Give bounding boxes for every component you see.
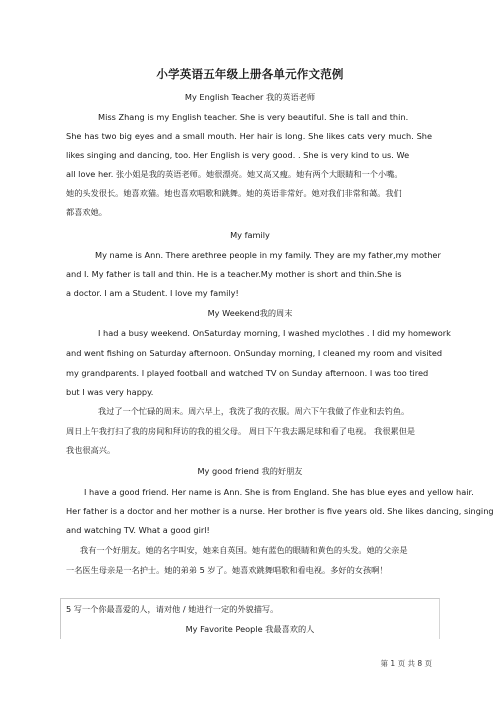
paragraph-line: and went fishing on Saturday afternoon. OnSunday morning, I cleaned my room and visited — [66, 348, 443, 358]
paragraph-line: 我也很高兴。 — [66, 445, 116, 455]
paragraph-line: Her father is a doctor and her mother is a nurse. Her brother is five years old. She likes dancing, singing — [66, 506, 494, 516]
paragraph-line: 都喜欢她。 — [66, 207, 107, 217]
section-heading-english-teacher: My English Teacher 我的英语老师 — [184, 92, 316, 102]
paragraph-line: and watching TV. What a good girl! — [66, 525, 210, 535]
paragraph-line: 她的头发很长。她喜欢猫。她也喜欢唱歌和跳舞。她的英语非常好。她对我们非常和蔼。我们 — [66, 188, 402, 198]
paragraph-line: My name is Ann. There arethree people in my family. They are my father,my mother — [95, 250, 441, 260]
paragraph-line: a doctor. I am a Student. I love my family! — [66, 288, 239, 298]
section-heading-my-good-friend: My good friend 我的好朋友 — [197, 466, 303, 476]
section-heading-my-family: My family — [230, 230, 270, 240]
writing-task-heading: My Favorite People 我最喜欢的人 — [185, 624, 315, 634]
document-title: 小学英语五年级上册各单元作文范例 — [156, 67, 344, 81]
paragraph-line: I had a busy weekend. OnSaturday morning, I washed myclothes . I did my homework — [98, 328, 451, 338]
paragraph-line: likes singing and dancing, too. Her English is very good. . She is very kind to us. We — [66, 150, 410, 160]
paragraph-line: Miss Zhang is my English teacher. She is very beautiful. She is tall and thin. — [98, 112, 409, 122]
paragraph-line: 我过了一个忙碌的周末。周六早上，我洗了我的衣服。周六下午我做了作业和去钓鱼。 — [98, 406, 410, 416]
paragraph-line: 一名医生母亲是一名护士。她的弟弟 5 岁了。她喜欢跳舞唱歌和看电视。多好的女孩啊！ — [66, 565, 388, 575]
paragraph-line: my grandparents. I played football and watched TV on Sunday afternoon. I was too tired — [66, 368, 429, 378]
paragraph-line: and I. My father is tall and thin. He is a teacher.My mother is short and thin.She is — [66, 269, 402, 279]
paragraph-line: She has two big eyes and a small mouth. Her hair is long. She likes cats very much. She — [66, 131, 432, 141]
page-number: 第 1 页 共 8 页 — [380, 659, 432, 668]
writing-task-prompt: 5 写一个你最喜爱的人，请对他 / 她进行一定的外貌描写。 — [66, 604, 279, 614]
paragraph-line: 周日上午我打扫了我的房间和拜访的我的祖父母。 周日下午我去踢足球和看了电视。 我很累但是 — [66, 426, 416, 436]
paragraph-line: I have a good friend. Her name is Ann. She is from England. She has blue eyes and yellow hair. — [84, 487, 474, 497]
paragraph-line: 我有一个好朋友。她的名字叫安，她来自英国。她有蓝色的眼睛和黄色的头发。她的父亲是 — [80, 545, 408, 555]
paragraph-line: all love her. 张小姐是我的英语老师。她很漂亮。她又高又瘦。她有两个大眼睛和一个小嘴。 — [66, 169, 403, 179]
paragraph-line: but I was very happy. — [66, 387, 154, 397]
section-heading-my-weekend: My Weekend我的周末 — [207, 308, 293, 318]
